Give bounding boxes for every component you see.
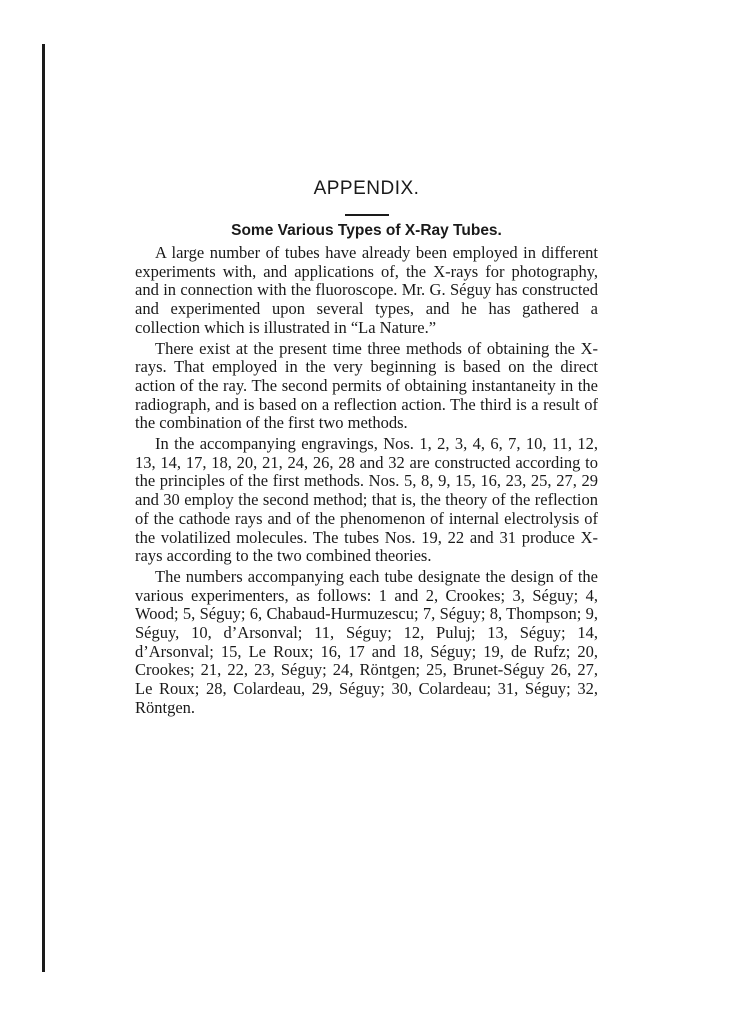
paragraph-engravings: In the accompanying engravings, Nos. 1, 2, 3, 4, 6, 7, 10, 11, 12, 13, 14, 17, 18, 20, 21, 24, 26, 28 and 32 are constructed according to the principles of the first methods. Nos. 5, 8, 9, 15, 16, 23, 25, 27, 29 and 30 employ the second method; that is, the theory of the reflection of the cathode rays and of the phenomenon of internal electrolysis of the volatilized molecules. The tubes Nos. 19, 22 and 31 produce X-rays according to the two combined theories. [135,434,598,566]
paragraph-experimenters: The numbers accompanying each tube designate the design of the various experimenters, as follows: 1 and 2, Crookes; 3, Séguy; 4, Wood; 5, Séguy; 6, Chabaud-Hurmuzescu; 7, Séguy; 8, Thompson; 9, Séguy, 10, d’Arsonval; 11, Séguy; 12, Puluj; 13, Séguy; 14, d’Arsonval; 15, Le Roux; 16, 17 and 18, Séguy; 19, de Rufz; 20, Crookes; 21, 22, 23, Séguy; 24, Röntgen; 25, Brunet-Séguy 26, 27, Le Roux; 28, Colardeau, 29, Séguy; 30, Colardeau; 31, Séguy; 32, Röntgen. [135,566,598,717]
paragraph-methods: There exist at the present time three methods of obtaining the X-rays. That employed in the very beginning is based on the direct action of the ray. The second permits of obtaining instantaneity in the radiograph, and is based on a reflection action. The third is a result of the combination of the first two methods. [135,338,598,433]
page-content [135,176,598,718]
appendix-heading: APPENDIX. [313,178,420,199]
page-margin-rule [42,44,45,972]
paragraph-tube-overview: A large number of tubes have already been employed in different experiments with, and applications of, the X-rays for photography, and in connection with the fluoroscope. Mr. G. Séguy has constructed and experimented upon several types, and he has gathered a collection which is illustrated in “La Nature.” [135,243,598,337]
section-subheading: Some Various Types of X-Ray Tubes. [231,222,502,239]
heading-divider [345,214,389,216]
